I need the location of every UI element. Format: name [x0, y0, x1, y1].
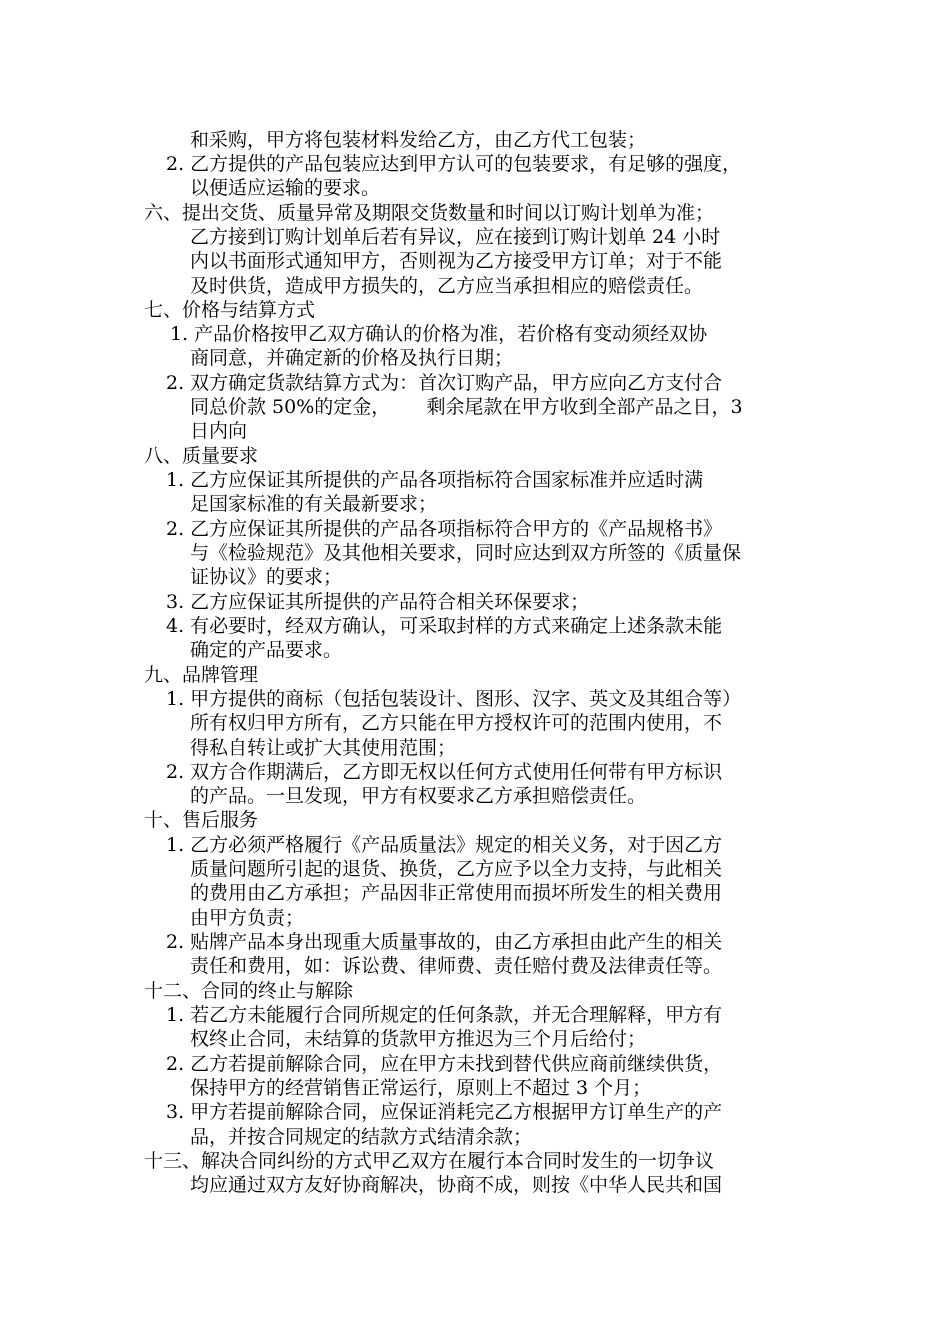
section-heading: 八、质量要求	[144, 445, 259, 467]
text-line: 的费用由乙方承担；产品因非正常使用而损坏所发生的相关费用	[190, 882, 723, 904]
list-item: 2. 乙方若提前解除合同，应在甲方未找到替代供应商前继续供货，	[166, 1053, 723, 1075]
list-item: 1. 产品价格按甲乙双方确认的价格为准，若价格有变动须经双协	[170, 323, 708, 345]
text-line: 同总价款 50%的定金， 剩余尾款在甲方收到全部产品之日，3	[190, 396, 743, 418]
section-heading: 九、品牌管理	[144, 664, 259, 686]
text-line: 乙方接到订购计划单后若有异议，应在接到订购计划单 24 小时	[190, 226, 721, 248]
section-heading: 十三、解决合同纠纷的方式甲乙双方在履行本合同时发生的一切争议	[144, 1150, 715, 1172]
text-line: 足国家标准的有关最新要求；	[190, 493, 438, 515]
text-line: 及时供货，造成甲方损失的，乙方应当承担相应的赔偿责任。	[190, 275, 704, 297]
list-item: 3. 乙方应保证其所提供的产品符合相关环保要求；	[166, 591, 590, 613]
text-line: 商同意，并确定新的价格及执行日期；	[190, 347, 514, 369]
text-line: 的产品。一旦发现，甲方有权要求乙方承担赔偿责任。	[190, 785, 647, 807]
text-line: 得私自转让或扩大其使用范围；	[190, 737, 457, 759]
text-line: 证协议》的要求；	[190, 566, 343, 588]
list-item: 1. 甲方提供的商标（包括包装设计、图形、汉字、英文及其组合等）	[166, 688, 742, 710]
text-line: 质量问题所引起的退货、换货，乙方应予以全力支持，与此相关	[190, 858, 723, 880]
list-item: 1. 乙方应保证其所提供的产品各项指标符合国家标准并应适时满	[166, 469, 704, 491]
list-item: 1. 乙方必须严格履行《产品质量法》规定的相关义务，对于因乙方	[166, 834, 723, 856]
list-item: 1. 若乙方未能履行合同所规定的任何条款，并无合理解释，甲方有	[166, 1004, 723, 1026]
text-line: 保持甲方的经营销售正常运行，原则上不超过 3 个月；	[190, 1077, 652, 1099]
section-heading: 十二、合同的终止与解除	[144, 980, 354, 1002]
list-item: 3. 甲方若提前解除合同，应保证消耗完乙方根据甲方订单生产的产	[166, 1101, 723, 1123]
text-line: 权终止合同，未结算的货款甲方推迟为三个月后给付；	[190, 1028, 647, 1050]
text-line: 日内向	[190, 420, 248, 442]
text-line: 均应通过双方友好协商解决，协商不成，则按《中华人民共和国	[190, 1174, 723, 1196]
list-item-number: 2. 乙方提供的产品包装应达到甲方认可的包装要求，有足够的强度，	[166, 153, 742, 175]
text-line: 和采购，甲方将包装材料发给乙方，由乙方代工包装；	[190, 129, 647, 151]
text-line: 所有权归甲方所有，乙方只能在甲方授权许可的范围内使用，不	[190, 712, 723, 734]
list-item: 2. 贴牌产品本身出现重大质量事故的，由乙方承担由此产生的相关	[166, 931, 723, 953]
text-line: 与《检验规范》及其他相关要求，同时应达到双方所签的《质量保	[190, 542, 742, 564]
section-heading: 七、价格与结算方式	[144, 299, 316, 321]
text-line: 内以书面形式通知甲方，否则视为乙方接受甲方订单；对于不能	[190, 250, 723, 272]
text-line: 以便适应运输的要求。	[190, 177, 381, 199]
list-item: 2. 乙方应保证其所提供的产品各项指标符合甲方的《产品规格书》	[166, 518, 723, 540]
list-item: 4. 有必要时，经双方确认，可采取封样的方式来确定上述条款未能	[166, 615, 723, 637]
section-heading: 六、提出交货、质量异常及期限交货数量和时间以订购计划单为准；	[144, 202, 715, 224]
text-line: 确定的产品要求。	[190, 639, 343, 661]
list-item: 2. 双方确定货款结算方式为：首次订购产品，甲方应向乙方支付合	[166, 372, 723, 394]
section-heading: 十、售后服务	[144, 809, 259, 831]
text-line: 由甲方负责；	[190, 907, 305, 929]
text-line: 责任和费用，如：诉讼费、律师费、责任赔付费及法律责任等。	[190, 955, 723, 977]
text-line: 品，并按合同规定的结款方式结清余款；	[190, 1126, 533, 1148]
list-item: 2. 双方合作期满后，乙方即无权以任何方式使用任何带有甲方标识	[166, 761, 723, 783]
